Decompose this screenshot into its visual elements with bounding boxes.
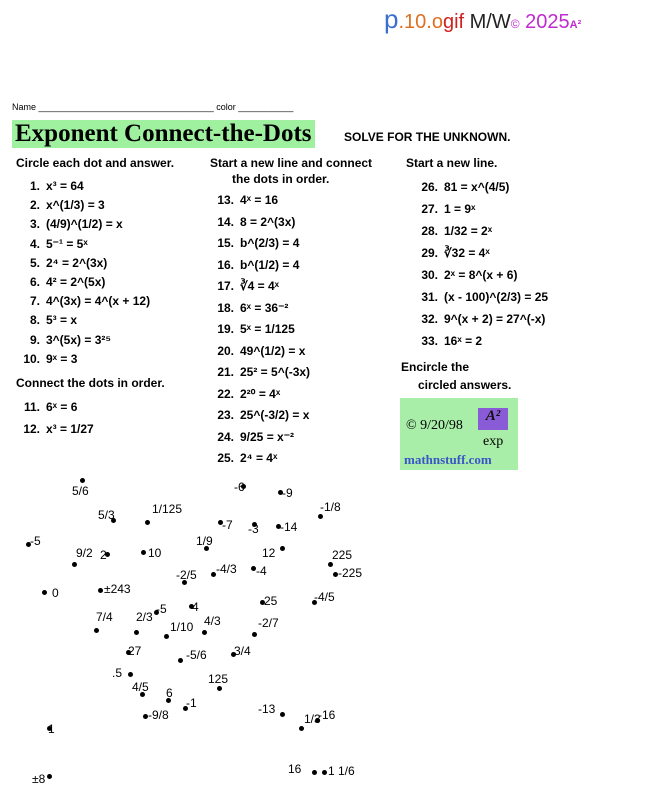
site-link[interactable]: mathnstuff.com [404,452,492,467]
problem-equation: ∛4 = 4ˣ [240,279,280,293]
problem-number: 29. [421,246,438,260]
problem-1 [14,177,150,196]
problem-number: 27. [421,202,438,216]
header-page-num: .10. [398,11,432,33]
col1-problem-list [14,177,150,369]
dot-label: -9 [282,486,293,500]
problem-11 [14,396,94,418]
color-blank: ___________ [238,102,294,112]
dot-label: -5 [30,534,41,548]
problem-4 [14,235,150,254]
dot-label: -1 [186,696,197,710]
connect-dot[interactable] [322,770,327,775]
problem-equation: 2²⁰ = 4ˣ [240,386,281,401]
header-badge: A² [569,19,582,31]
problem-22 [208,384,310,406]
dot-label: 25 [264,594,278,608]
col3-problem-list [412,176,548,352]
encircle-instruction-2: circled answers. [418,378,512,392]
problem-equation: 1/32 = 2ˣ [444,224,493,238]
dot-label: 6 [166,686,173,700]
problem-equation: 5⁻¹ = 5ˣ [46,236,88,251]
col2-heading: Start a new line and connect [210,156,373,170]
problem-number: 24. [217,429,234,444]
worksheet-subtitle: SOLVE FOR THE UNKNOWN. [344,130,511,144]
problem-6 [14,273,150,292]
dot-label: 225 [332,548,353,562]
col2-heading-2: the dots in order. [232,172,330,186]
problem-13 [208,190,310,212]
problem-number: 14. [217,214,234,229]
dot-label: -225 [338,566,363,580]
col2-problem-list [208,190,310,470]
connect-dot[interactable] [252,632,257,637]
problem-equation: 2ˣ = 8^(x + 6) [444,268,518,282]
problem-25 [208,448,310,470]
problem-23 [208,405,310,427]
problem-number: 25. [217,451,234,465]
name-line [12,102,293,112]
dot-label: 5/6 [72,484,89,498]
problem-equation: x^(1/3) = 3 [46,198,105,213]
dot-label: 1/3 [304,712,321,726]
problem-9 [14,331,150,350]
dot-label: 1/10 [170,620,194,634]
connect-dot[interactable] [299,726,304,731]
problem-number: 8. [29,313,40,328]
header-p: p [384,4,399,34]
dot-label: 125 [208,672,229,686]
dot-label: 27 [128,644,142,658]
problem-number: 30. [421,268,438,282]
connect-dot[interactable] [312,770,317,775]
problem-number: 11. [23,400,40,414]
problem-equation: 4² = 2^(5x) [46,275,106,290]
dot-label: -2/5 [176,568,197,582]
dot-label: 5/3 [98,508,115,522]
problem-number: 12. [23,422,40,436]
problem-equation: 9ˣ = 3 [46,351,78,366]
header-o: o [431,11,443,33]
connect-dot[interactable] [80,478,85,483]
problem-equation: b^(2/3) = 4 [240,236,300,250]
connect-dot[interactable] [94,628,99,633]
problem-number: 21. [217,365,234,379]
problem-32 [412,308,548,330]
connect-dot[interactable] [178,658,183,663]
problem-18 [208,298,310,320]
encircle-instruction: Encircle the [401,360,470,374]
problem-equation: 6ˣ = 36⁻² [240,300,289,315]
color-label: color [216,102,236,112]
problem-number: 16. [217,257,234,272]
problem-equation: 2⁴ = 2^(3x) [46,255,108,270]
dot-label: -1/8 [320,500,341,514]
dot-label: -13 [258,702,276,716]
dot-label: 1 [48,722,55,736]
dot-label: -16 [318,708,336,722]
dot-label: -3 [248,522,259,536]
dot-label: .5 [112,666,123,680]
problem-number: 5. [29,255,40,270]
problem-number: 10. [23,351,40,366]
problem-number: 4. [29,236,40,251]
problem-number: 15. [217,236,234,250]
problem-27 [412,198,548,220]
problem-number: 32. [421,312,438,326]
problem-equation: 5³ = x [46,313,78,328]
exp-label: exp [483,434,504,449]
worksheet-title: Exponent Connect-the-Dots [12,120,315,148]
mathnstuff-logo: A² [478,408,508,430]
col1-problem-list-2 [14,396,94,440]
dot-label: 1 1/6 [328,764,355,778]
dot-label: -14 [280,520,298,534]
problem-equation: ∛32 = 4ˣ [444,246,490,260]
connect-dot[interactable] [328,562,333,567]
dot-label: -5 [156,602,167,616]
dot-label: 9/2 [76,546,93,560]
name-label: Name [12,102,37,112]
connect-dot[interactable] [164,634,169,639]
problem-equation: 9^(x + 2) = 27^(-x) [444,312,546,326]
connect-dot[interactable] [217,686,222,691]
col1-connect-instruction: Connect the dots in order. [16,376,165,390]
header-year: 2025 [525,11,570,33]
connect-dot[interactable] [98,588,103,593]
col1-heading: Circle each dot and answer. [16,156,175,170]
dot-label: ±243 [104,582,131,596]
problem-number: 28. [421,224,438,238]
problem-10 [14,350,150,369]
problem-17 [208,276,310,298]
dot-label: ±8 [32,772,46,786]
connect-dot[interactable] [202,630,207,635]
dot-label: 4/5 [132,680,149,694]
problem-equation: 6ˣ = 6 [46,400,78,414]
problem-equation: 4^(3x) = 4^(x + 12) [46,294,151,309]
dot-label: 12 [262,546,276,560]
dot-label: 4/3 [204,614,221,628]
dot-label: 1/9 [196,534,213,548]
page-header [384,4,581,35]
problem-number: 20. [217,343,234,358]
dot-label: 0 [52,586,59,600]
problem-equation: 49^(1/2) = x [240,343,306,358]
problem-20 [208,341,310,363]
dot-label: 2 [100,548,107,562]
connect-dot[interactable] [47,774,52,779]
problem-equation: 4ˣ = 16 [240,193,279,207]
problem-number: 18. [217,300,234,315]
problem-number: 17. [217,279,234,293]
problem-number: 3. [29,217,40,232]
problem-equation: 25² = 5^(-3x) [240,365,311,379]
problem-15 [208,233,310,255]
copyright-date: © 9/20/98 [406,418,463,433]
dot-label: -4/5 [314,590,335,604]
connect-dot[interactable] [280,546,285,551]
name-blank: ___________________________________ [38,102,214,112]
dot-label: 4 [192,600,199,614]
problem-number: 26. [421,180,438,194]
problem-number: 9. [29,332,40,347]
problem-equation: 8 = 2^(3x) [240,214,296,229]
problem-equation: 81 = x^(4/5) [444,180,510,194]
header-mw: M/W [469,11,511,33]
connect-dot[interactable] [145,520,150,525]
dot-label: 2/3 [136,610,153,624]
dot-label: -4/3 [216,562,237,576]
dot-label: -5/6 [186,648,207,662]
problem-31 [412,286,548,308]
problem-19 [208,319,310,341]
connect-dot[interactable] [141,550,146,555]
dot-label: -6 [234,480,245,494]
connect-dot[interactable] [134,630,139,635]
problem-number: 19. [217,322,234,336]
problem-30 [412,264,548,286]
col3-heading: Start a new line. [406,156,498,170]
dot-label: 10 [148,546,162,560]
connect-dot[interactable] [280,712,285,717]
problem-8 [14,311,150,330]
problem-33 [412,330,548,352]
connect-dot[interactable] [42,590,47,595]
dot-label: -2/7 [258,616,279,630]
dot-label: -4 [256,564,267,578]
problem-number: 2. [29,198,40,213]
problem-equation: b^(1/2) = 4 [240,257,300,272]
problem-equation: 3^(5x) = 3²⁵ [46,332,112,347]
problem-equation: x³ = 64 [46,179,84,193]
problem-equation: 1 = 9ˣ [444,202,476,216]
problem-number: 31. [421,290,438,304]
problem-number: 33. [421,334,438,348]
problem-24 [208,427,310,449]
problem-equation: x³ = 1/27 [46,422,94,436]
problem-equation: 5ˣ = 1/125 [240,322,295,336]
problem-12 [14,418,94,440]
dot-label: 3/4 [234,644,251,658]
problem-number: 7. [29,294,40,309]
problem-26 [412,176,548,198]
header-copyright-sign: © [510,17,520,31]
problem-3 [14,215,150,234]
problem-number: 1. [29,179,40,193]
dot-label: 7/4 [96,610,113,624]
problem-5 [14,254,150,273]
connect-dot[interactable] [72,562,77,567]
problem-number: 22. [217,386,234,401]
problem-equation: (4/9)^(1/2) = x [46,217,123,232]
connect-dot[interactable] [128,672,133,677]
dot-label: 1/125 [152,502,183,516]
problem-equation: 9/25 = x⁻² [240,429,295,444]
problem-equation: 16ˣ = 2 [444,334,483,348]
dot-label: -7 [222,518,233,532]
problem-14 [208,212,310,234]
problem-21 [208,362,310,384]
problem-7 [14,292,150,311]
problem-2 [14,196,150,215]
problem-number: 13. [217,193,234,207]
problem-equation: 25^(-3/2) = x [240,408,310,422]
header-gif: gif [442,11,465,33]
problem-16 [208,255,310,277]
problem-28 [412,220,548,242]
dot-label: 16 [288,762,302,776]
problem-number: 23. [217,408,234,422]
problem-equation: (x - 100)^(2/3) = 25 [444,290,549,304]
dot-label: -9/8 [148,708,169,722]
problem-equation: 2⁴ = 4ˣ [240,451,278,465]
problem-29 [412,242,548,264]
problem-number: 6. [29,275,40,290]
connect-dot[interactable] [318,514,323,519]
